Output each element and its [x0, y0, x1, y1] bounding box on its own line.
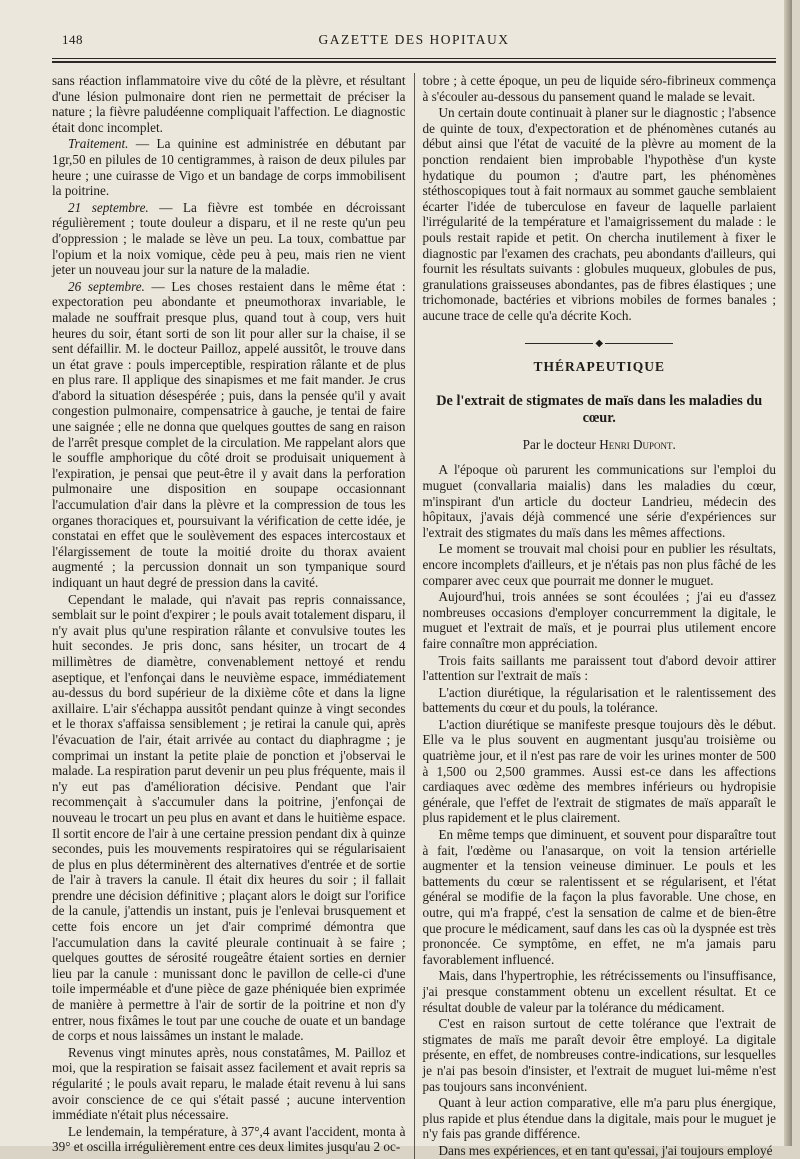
text-columns [52, 73, 776, 1159]
paragraph-label: Traitement. [68, 136, 129, 152]
section-title: THÉRAPEUTIQUE [533, 359, 666, 375]
paragraph-label: 26 septembre. [68, 278, 145, 294]
page-edge [784, 0, 792, 1146]
header-rule-thick [52, 61, 776, 63]
paragraph: Dans mes expériences, et en tant qu'essai, j'ai toujours employé [438, 1142, 773, 1158]
paragraph: En même temps que diminuent, et souvent pour disparaître tout à fait, l'œdème ou l'anasarque, on voit la tension artérielle augmenter et la tension veineuse diminuer. Le pouls et les battements du cœur se ralentissent et se régularisent, et l'état général se modifie de la façon la plus favorable. Une chose, en outre, qui m'a frappé, c'est la sensation de calme et de bien-être que procure le médicament, sauf dans les cas où la dyspnée est très prononcée. Ce symptôme, en effet, ne m'a jamais paru favorablement influencé. [422, 827, 776, 967]
paragraph-text: — La quinine est administrée en débutant par 1gr,50 en pilules de 10 centigrammes, à raison de deux pilules par heure ; une cuirasse de Vigo et un bandage de corps immobilisent la poitrine. [52, 136, 406, 199]
paragraph: Le lendemain, la température, à 37°,4 avant l'accident, monta à 39° et oscilla irrégulièrement entre ces deux limites jusqu'au 2 oc- [52, 1123, 406, 1155]
paragraph: Aujourd'hui, trois années se sont écoulées ; j'ai eu d'assez nombreuses occasions d'employer concurremment la digitale, le muguet et l'extrait de maïs, et je pourrai plus utilement encore faire connaître mon appréciation. [422, 589, 776, 651]
article-title: De l'extrait de stigmates de maïs dans les maladies du cœur. [436, 392, 763, 426]
right-column [423, 73, 777, 1159]
page-header [52, 28, 776, 50]
paragraph: tobre ; à cette époque, un peu de liquide séro-fibrineux commença à s'écouler au-dessous du pansement quand le malade se levait. [422, 73, 776, 104]
paragraph: Trois faits saillants me paraissent tout d'abord devoir attirer l'attention sur l'extrait de maïs : [422, 652, 776, 684]
paragraph [52, 279, 406, 591]
paragraph: L'action diurétique se manifeste presque toujours dès le début. Elle va le plus souvent en augmentant jusqu'au troisième ou quatrième jour, et il n'est pas rare de voir les urines monter de 500 à 1,500 ou 2,500 grammes. Aussi est-ce dans les affections cardiaques avec œdème des membres inférieurs ou hydropisie générale, que l'effet de l'extrait de stigmates de maïs apparaît le plus rapidement et le plus clairement. [422, 716, 776, 826]
column-divider [414, 73, 415, 1159]
paragraph: L'action diurétique, la régularisation et le ralentissement des battements du cœur et du pouls, la tolérance. [422, 684, 776, 716]
journal-title: GAZETTE DES HOPITAUX [318, 32, 510, 47]
paragraph: Un certain doute continuait à planer sur le diagnostic ; l'absence de quinte de toux, d'expectoration et de phénomènes cutanés au début ainsi que l'état de vacuité de la plèvre au moment de la ponction rendaient bien improbable l'hypothèse d'un kyste hydatique du poumon ; d'autre part, les phénomènes stéthoscopiques tout à fait normaux au sommet gauche semblaient écarter l'idée de tuberculose en faveur de laquelle parlaient l'irrégularité de la température et l'amaigrissement du malade : le pouls restait rapide et petit. On chercha inutilement à fixer le diagnostic par l'examen des crachats, peu abondants d'ailleurs, qui fournit les résultats suivants : globules muqueux, globules de pus, granulations graisseuses abondantes, pas de fibres élastiques ; une trichomonade, bactéries et vibrions mobiles de formes banales ; aucune trace de celle qu'a décrite Koch. [422, 105, 776, 323]
paragraph [52, 136, 406, 198]
paragraph: Quant à leur action comparative, elle m'a paru plus énergique, plus rapide et plus étendue dans la digitale, mais pour le muguet je n'y fais pas grande différence. [422, 1095, 776, 1142]
paragraph-label: 21 septembre. [68, 199, 149, 215]
section-separator [423, 336, 777, 352]
header-rule [52, 58, 776, 59]
author-name: Henri Dupont. [599, 436, 676, 452]
ornament-icon: ◆ [595, 337, 604, 349]
paragraph: sans réaction inflammatoire vive du côté de la plèvre, et résultant d'une lésion pulmonaire dont rien ne permettait de préciser la nature ; la fièvre paludéenne compliquait l'affection. Le diagnostic était donc incomplet. [52, 73, 406, 135]
paragraph-text: — Les choses restaient dans le même état : expectoration peu abondante et pneumothorax invariable, le malade ne souffrait presque plus, quand tout à coup, vers huit heures du soir, étant sorti de son lit pour aller sur la chaise, il se sent défaillir. M. le docteur Pailloz, appelé aussitôt, le trouve dans un état grave : pouls imperceptible, respiration râlante et de plus en plus rare. Il applique des sinapismes et me fait mander. Je crus d'abord la situation désespérée ; puis, dans la pensée qu'il y avait congestion pulmonaire, compensatrice à gauche, je tentai de faire une saignée ; elle ne donna que quelques gouttes de sang en raison de l'arrêt presque complet de la circulation. Me rappelant alors que le souffle amphorique du côté droit se produisait uniquement à l'expiration, je pensai que peut-être il y avait dans la perforation pulmonaire une disposition en soupape occasionnant l'accumulation d'air dans la plèvre et la compression de tous les organes thoraciques et, poursuivant la vérification de cette idée, je constatai en effet que le soulèvement des espaces intercostaux et l'élargissement de toute la moitié droite du thorax avaient augmenté ; la percussion donnait un son tympanique sourd indiquant un haut degré de pression dans la cavité. [52, 278, 406, 590]
page-number: 148 [62, 32, 83, 47]
paragraph [52, 200, 406, 278]
paragraph: Revenus vingt minutes après, nous constatâmes, M. Pailloz et moi, que la respiration se faisait assez facilement et avait repris sa régularité ; le pouls avait reparu, le malade était revenu à lui sans avoir conscience de ce qui s'était passé ; aucune intervention immédiate n'était plus nécessaire. [52, 1044, 406, 1123]
paragraph: Mais, dans l'hypertrophie, les rétrécissements ou l'insuffisance, j'ai presque constamment obtenu un excellent résultat. Et ce résultat double de valeur par la tolérance du médicament. [422, 968, 776, 1015]
left-column [52, 73, 406, 1159]
byline [423, 437, 777, 453]
paragraph: A l'époque où parurent les communications sur l'emploi du muguet (convallaria maialis) dans les maladies du cœur, m'inspirant d'un article du docteur Landrieu, médecin des hôpitaux, j'avais déjà commencé une série d'expériences sur l'extrait des stigmates du maïs dans les mêmes affections. [422, 462, 776, 540]
byline-prefix: Par le docteur [522, 436, 600, 452]
paragraph: Le moment se trouvait mal choisi pour en publier les résultats, encore incomplets d'ailleurs, et je n'étais pas non plus fâché de les comparer avec ceux que pourrait me donner le muguet. [422, 541, 776, 588]
paragraph: Cependant le malade, qui n'avait pas repris connaissance, semblait sur le point d'expirer ; le pouls avait totalement disparu, il n'y avait plus qu'une respiration râlante et convulsive toutes les huit secondes. Je pris donc, sans hésiter, un trocart de 4 millimètres de diamètre, convenablement nettoyé et rendu aseptique, et l'enfonçai dans le neuvième espace, immédiatement au-dessus du bord supérieur de la dixième côte et dans la ligne axillaire. L'air s'échappa aussitôt pendant quinze à vingt secondes et le thorax s'affaissa sensiblement ; je retirai la canule qui, après l'évacuation de l'air, était arrivée au contact du diaphragme ; je comprimai un instant la petite plaie de ponction et j'observai le malade. La respiration parut devenir un peu plus fréquente, mais il n'y eut pas d'amélioration décisive. Pendant que l'air recommençait à s'accumuler dans la poitrine, j'enfonçai de nouveau le trocart un peu plus en avant et dans le huitième espace. Il sortit encore de l'air à une certaine pression pendant dix à quinze secondes, puis les mouvements respiratoires qui se régularisaient de plus en plus déterminèrent des alternatives d'entrée et de sortie de l'air à travers la canule. Il était dix heures du soir ; il fallait prendre une décision définitive ; plaçant alors le doigt sur l'orifice de la canule, j'attendis un instant, puis je l'enlevai brusquement et cette fois encore un jet d'air comprimé démontra que l'accumulation dans la cavité pleurale continuait à se faire ; quelques gouttes de sérosité rougeâtre étaient sorties en dernier lieu par la canule : munissant donc le pavillon de celle-ci d'une toile imperméable et d'une pièce de gaze phéniquée bien exprimée de manière à permettre à l'air de sortir de la poitrine et non d'y entrer, nous fixâmes le tout par une couche de ouate et un bandage de corps et nous laissâmes un instant le malade. [52, 591, 406, 1044]
paragraph-text: — La fièvre est tombée en décroissant régulièrement ; toute douleur a disparu, et il ne reste qu'un peu d'oppression ; le malade se lève un peu. La toux, combattue par l'opium et la noix vomique, cède peu à peu, mais rien ne vient jeter un nouveau jour sur la nature de la maladie. [52, 199, 406, 278]
paragraph: C'est en raison surtout de cette tolérance que l'extrait de stigmates de maïs me paraît devoir être employé. La digitale présente, en effet, de nombreuses contre-indications, sur lesquelles je n'ai pas besoin d'insister, et l'extrait de muguet lui-même n'est pas toujours sans inconvénient. [422, 1016, 776, 1094]
